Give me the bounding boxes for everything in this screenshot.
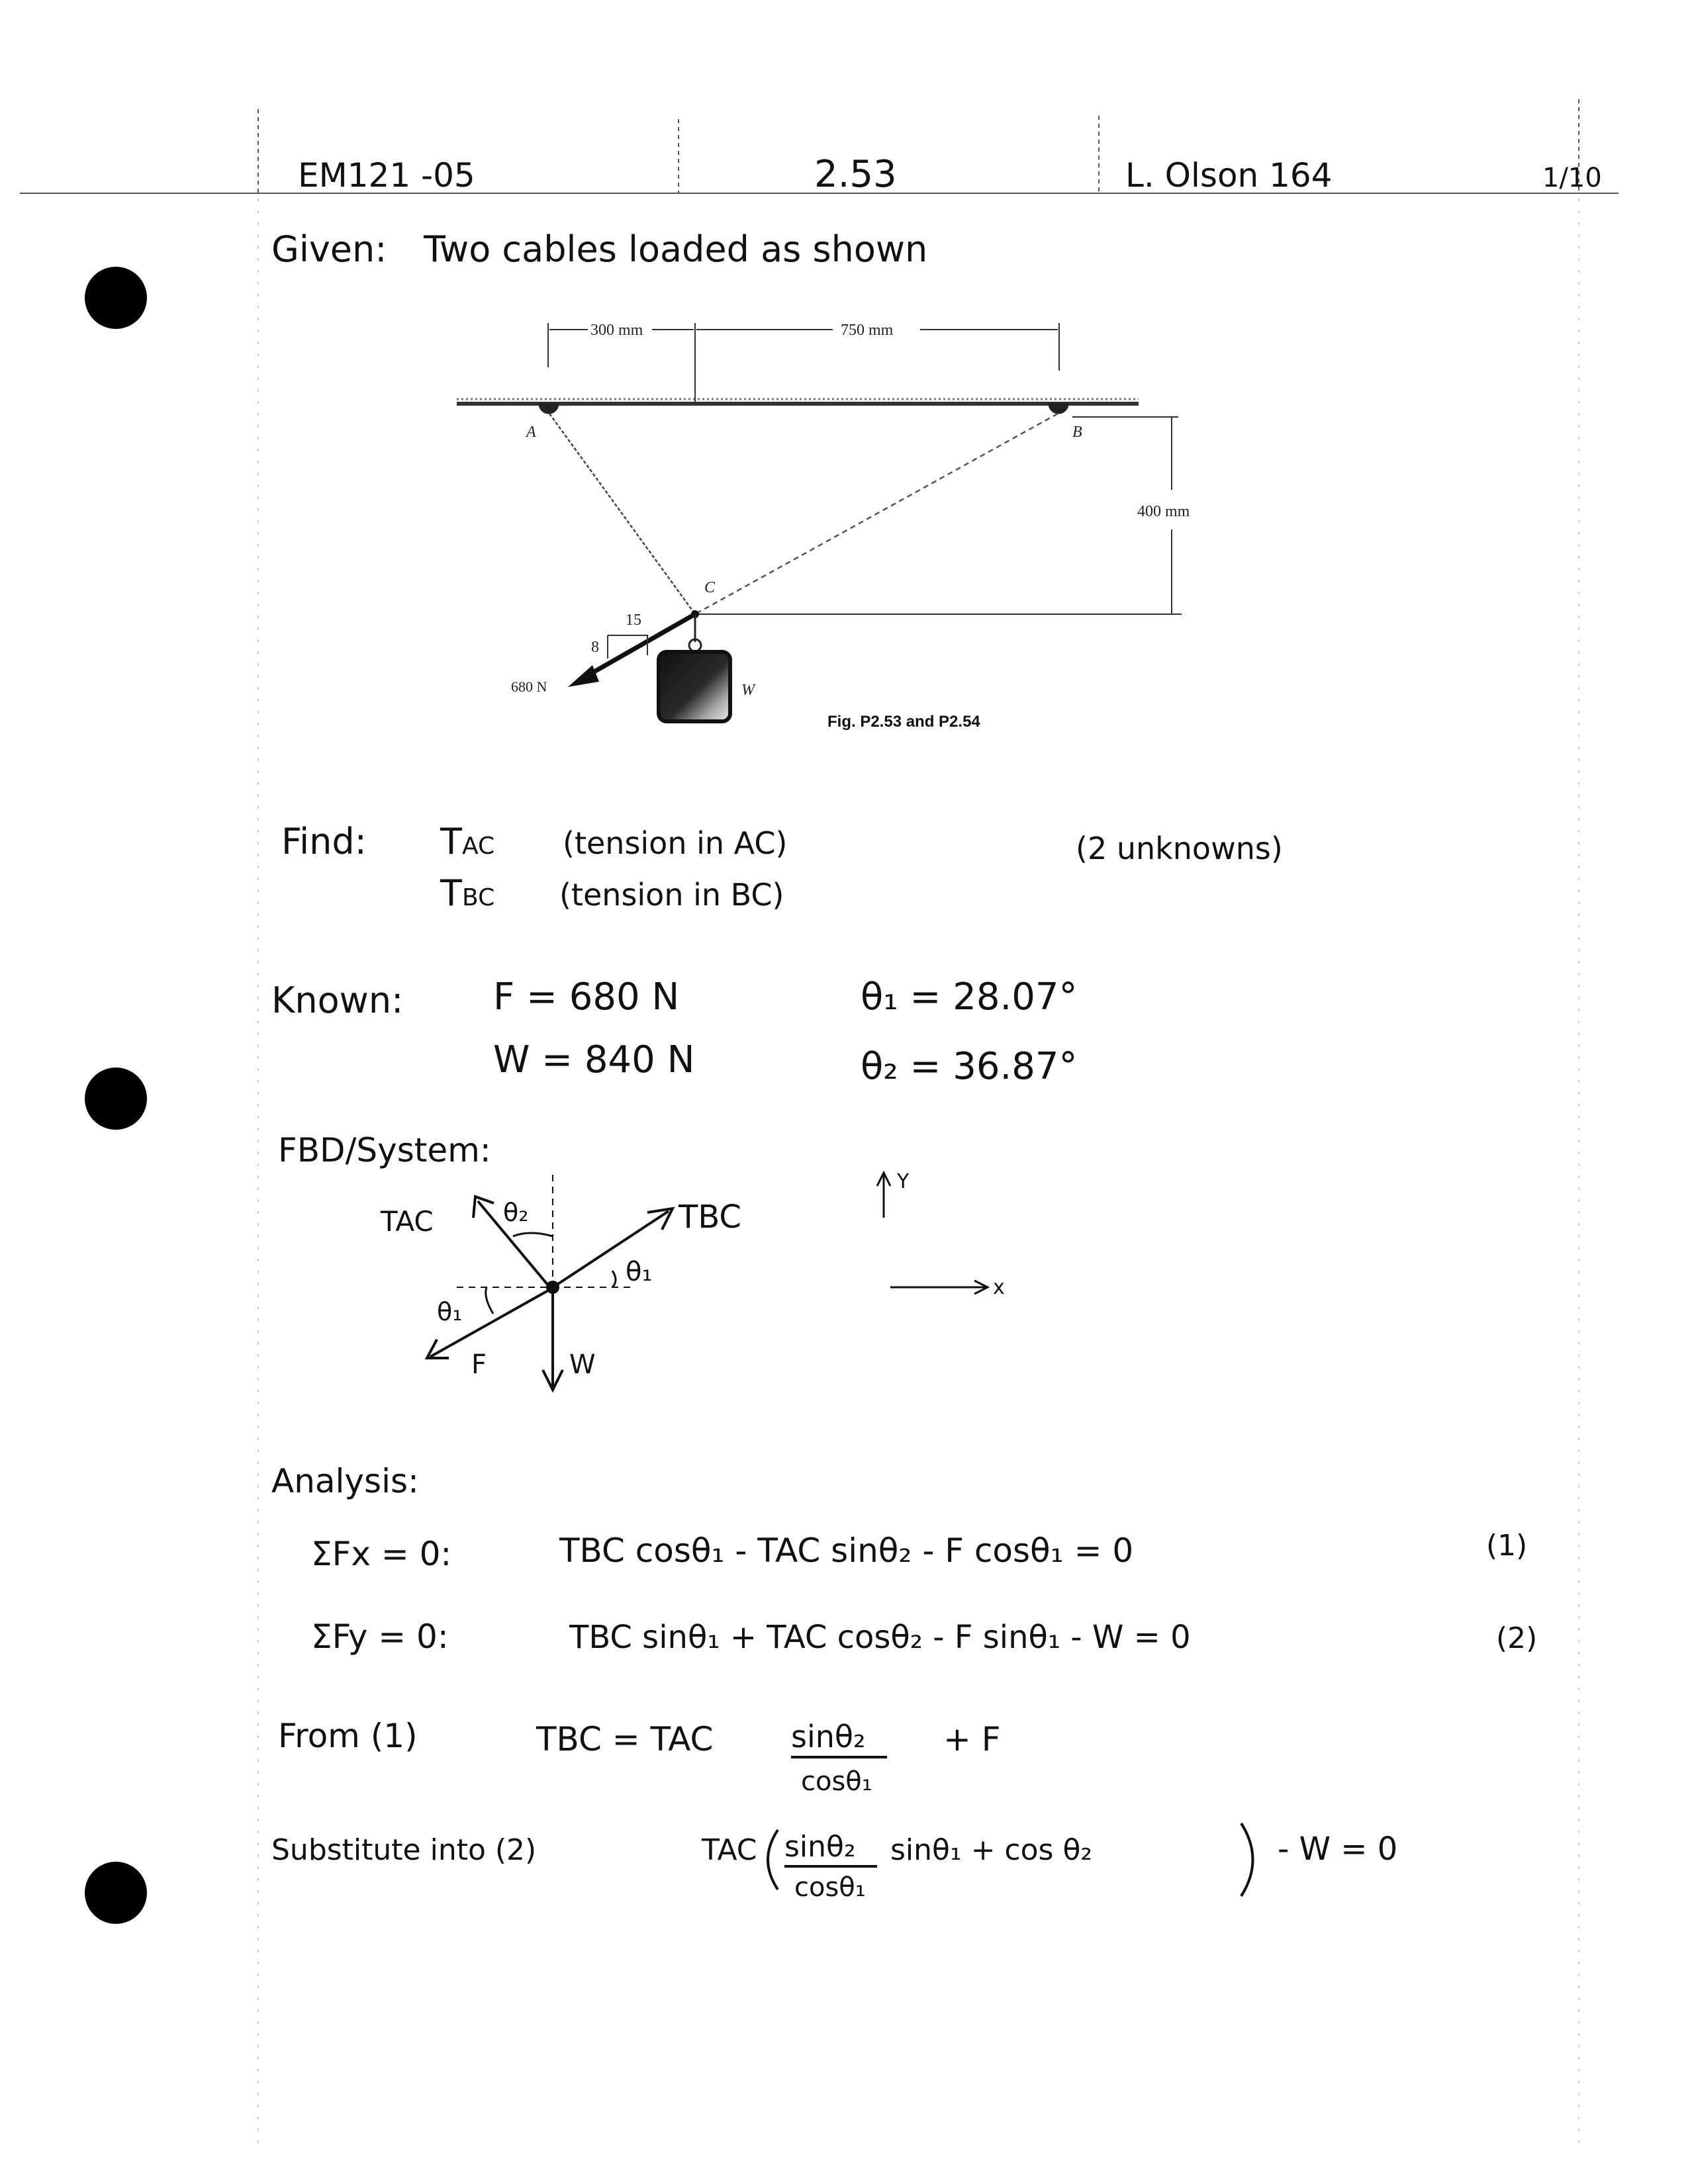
eq1-number: (1) — [1486, 1529, 1528, 1563]
from-label: From (1) — [278, 1717, 418, 1755]
label-680n: 680 N — [511, 678, 547, 695]
header-course: EM121 -05 — [298, 156, 475, 195]
cable-ac — [549, 414, 695, 614]
fbd-point — [546, 1281, 559, 1294]
find-item1-desc: (tension in AC) — [563, 825, 788, 861]
sub-tail: - W = 0 — [1278, 1831, 1398, 1868]
support-a — [539, 404, 558, 413]
sub-lhs: TAC — [702, 1833, 757, 1867]
dim-400mm: 400 mm — [1137, 503, 1190, 520]
fbd-f: F — [471, 1349, 487, 1380]
from-numerator: sinθ₂ — [791, 1719, 866, 1754]
from-denominator: cosθ₁ — [801, 1766, 872, 1797]
header-page: 1/10 — [1542, 163, 1602, 193]
sub-numerator: sinθ₂ — [784, 1830, 856, 1864]
fbd-w: W — [569, 1349, 596, 1380]
label-w: W — [741, 682, 755, 699]
known-theta1: θ₁ = 28.07° — [861, 976, 1078, 1019]
label-a: A — [526, 424, 536, 441]
find-note: (2 unknowns) — [1076, 831, 1283, 866]
axis-x-label: x — [993, 1276, 1005, 1299]
known-force: F = 680 N — [493, 976, 680, 1019]
sub-denominator: cosθ₁ — [794, 1872, 866, 1903]
header-problem: 2.53 — [814, 153, 897, 196]
sub-middle: sinθ₁ + cos θ₂ — [890, 1833, 1093, 1867]
slope-8: 8 — [591, 639, 599, 656]
binder-hole-top — [85, 267, 147, 329]
eq2-left: ΣFy = 0: — [311, 1617, 449, 1656]
problem-figure — [457, 322, 1190, 731]
support-b — [1049, 404, 1068, 413]
eq2-number: (2) — [1496, 1621, 1538, 1655]
eq1: TBC cosθ₁ - TAC sinθ₂ - F cosθ₁ = 0 — [559, 1531, 1134, 1570]
known-label: Known: — [271, 979, 404, 1021]
fbd-tac: TAC — [381, 1205, 434, 1238]
find-item1-symbol: TAC — [440, 821, 495, 862]
slope-15: 15 — [626, 612, 641, 629]
binder-hole-middle — [85, 1068, 147, 1130]
cable-bc — [695, 414, 1058, 614]
given-label: Given: — [271, 228, 387, 270]
fbd-theta2: θ₂ — [503, 1198, 529, 1227]
known-weight: W = 840 N — [493, 1038, 695, 1081]
find-item2-symbol: TBC — [440, 872, 495, 914]
analysis-label: Analysis: — [271, 1462, 419, 1500]
dim-300mm: 300 mm — [590, 322, 643, 339]
fbd-tbc: TBC — [679, 1199, 741, 1236]
figure-caption: Fig. P2.53 and P2.54 — [827, 713, 980, 731]
label-b: B — [1072, 424, 1082, 441]
label-c: C — [704, 579, 716, 596]
eq2: TBC sinθ₁ + TAC cosθ₂ - F sinθ₁ - W = 0 — [569, 1619, 1191, 1656]
fbd-label: FBD/System: — [278, 1131, 491, 1169]
given-text: Two cables loaded as shown — [424, 228, 928, 270]
dim-750mm: 750 mm — [841, 322, 894, 339]
binder-hole-bottom — [85, 1862, 147, 1924]
fbd-theta1-right: θ₁ — [626, 1257, 653, 1287]
fbd-theta1-left: θ₁ — [437, 1297, 463, 1326]
known-theta2: θ₂ = 36.87° — [861, 1045, 1078, 1088]
sub-label: Substitute into (2) — [271, 1833, 537, 1867]
eq1-left: ΣFx = 0: — [311, 1535, 452, 1573]
axis-y-label: Y — [897, 1170, 910, 1193]
header-author: L. Olson 164 — [1125, 156, 1333, 195]
fbd-axes — [877, 1173, 988, 1294]
find-item2-desc: (tension in BC) — [559, 877, 784, 913]
weight-block — [659, 652, 730, 721]
from-lhs: TBC = TAC — [536, 1720, 714, 1758]
find-label: Find: — [281, 821, 367, 862]
from-tail: + F — [943, 1720, 1001, 1758]
